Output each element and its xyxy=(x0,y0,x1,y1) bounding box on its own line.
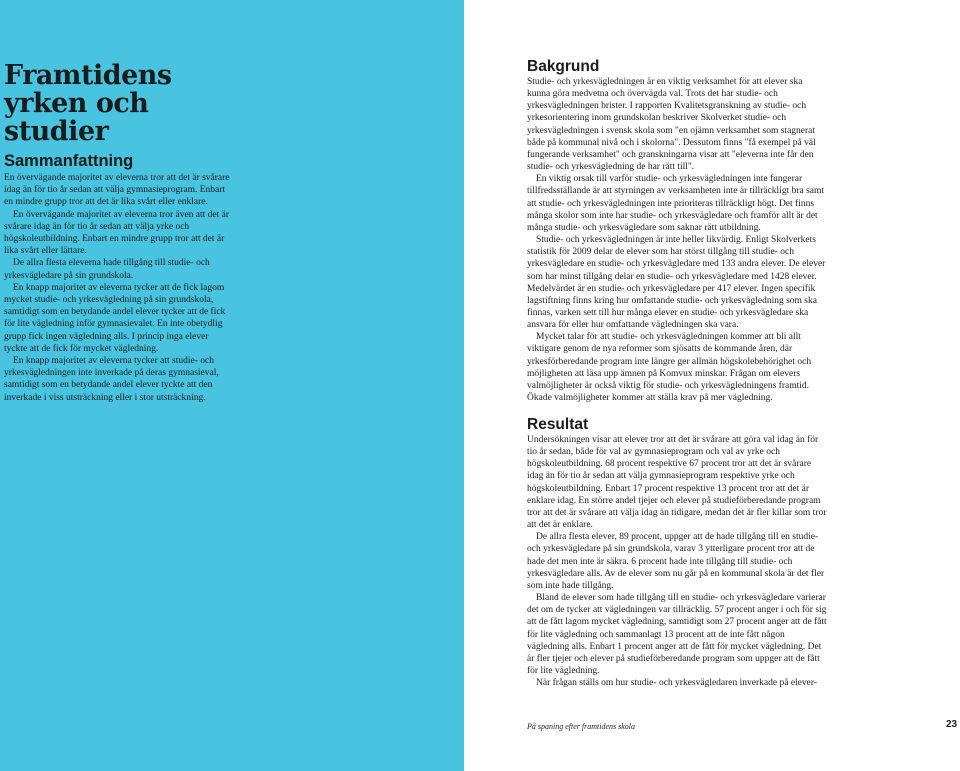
bakgrund-paragraph: Studie- och yrkesvägledningen är inte heller likvärdig. Enligt Skolverkets statistik för 2009 delar de elever som har störst tillgång till studie- och yrkesvägledare en studie- och yrkesvägledare med 133 andra elever. De elever som har minst tillgång delar en studie- och yrkesvägledare med 1428 elever. Medelvärdet är en studie- och yrkesvägledare per 417 elever. Ingen specifik lagstiftning finns kring hur omfattande studie- och yrkesvägledning som ska finnas, varken sett till hur många elever en studie- och yrkesvägledare ska ansvara för eller hur omfattande vägledningen ska vara. xyxy=(527,235,826,331)
summary-paragraph: De allra flesta eleverna hade tillgång till studie- och yrkesvägledare på sin grundskola. xyxy=(4,258,210,281)
resultat-section xyxy=(527,416,827,689)
resultat-paragraph: De allra flesta elever, 89 procent, uppger att de hade tillgång till en studie- och yrkesvägledare på sin grundskola, varav 3 ytterligare procent tror att de hade det men inte är säkra. 6 procent hade inte tillgång till studie- och yrkesvägledare alls. Av de elever som nu går på en kommunal skola är det fler som inte hade tillgång. xyxy=(527,532,825,591)
title-line: yrken och xyxy=(4,88,149,119)
bakgrund-heading: Bakgrund xyxy=(527,58,600,75)
resultat-paragraph: När frågan ställs om hur studie- och yrkesvägledaren inverkade på elever- xyxy=(536,678,817,689)
resultat-heading: Resultat xyxy=(527,416,589,433)
summary-text xyxy=(4,172,232,404)
summary-paragraph: En övervägande majoritet av eleverna tror att det är svårare idag än för tio år sedan att välja gymnasieprogram. Enbart en mindre grupp tror att det är lika svårt eller enklare. xyxy=(4,173,230,208)
title-line: studier xyxy=(4,116,109,147)
bakgrund-paragraph: En viktig orsak till varför studie- och yrkesvägledningen inte fungerar tillfredsställande är att styrningen av verksamheten inte är tillräckligt bra samt att studie- och yrkesvägledningen inte prioriteras tillräckligt högt. Det finns många skolor som inte har studie- och yrkesvägledare och framför allt är det många studie- och yrkesvägledare som saknar rätt utbildning. xyxy=(527,174,825,233)
summary-heading: Sammanfattning xyxy=(4,152,134,170)
resultat-paragraph: Undersökningen visar att elever tror att det är svårare att göra val idag än för tio år sedan, både för val av gymnasieprogram och val av yrke och högskoleutbildning. 68 procent respektive 67 procent tror att det är svårare idag än för tio år sedan att välja gymnasieprogram respektive yrke och högskoleutbildning. Enbart 17 procent respektive 13 procent tror att det är enklare idag. En större andel tjejer och elever på studieförberedande program tror att det är svårare att välja idag än tidigare, medan det är fler killar som tror att det är enklare. xyxy=(527,435,827,531)
footer-publication-title: På spaning efter framtidens skola xyxy=(527,722,635,731)
bakgrund-section xyxy=(527,58,827,404)
summary-paragraph: En övervägande majoritet av eleverna tror även att det är svårare idag än för tio år sedan att välja yrke och högskoleutbildning. Enbart en mindre grupp tror att det är lika svårt eller lättare. xyxy=(4,209,230,257)
bakgrund-paragraph: Mycket talar för att studie- och yrkesvägledningen kommer att bli allt viktigare genom de nya reformer som sjösatts de kommande åren, där yrkesförberedande program inte längre ger allmän högskolebehörighet och möjligheten att läsa upp ämnen på Komvux minskar. Frågan om elevers valmöjligheter är också viktig för studie- och yrkesvägledningens framtid. Ökade valmöjligheter kommer att ställa krav på mer vägledning. xyxy=(527,332,812,404)
resultat-paragraph: Bland de elever som hade tillgång till en studie- och yrkesvägledare varierar det om de tycker att vägledningen var tillräcklig. 57 procent anger i och för sig att de fått lagom mycket vägledning, samtidigt som 27 procent anger att de fått för lite vägledning och sammanlagt 13 procent att de inte fått någon vägledning alls. Enbart 1 procent anger att de fått för mycket vägledning. Det är fler tjejer och elever på studieförberedande program som uppger att de fått för lite vägledning. xyxy=(527,593,827,676)
summary-paragraph: En knapp majoritet av eleverna tycker att de fick lagom mycket studie- och yrkesvägledning på sin grundskola, samtidigt som en betydande andel elever tycker att de fick för lite vägledning inför gymnasievalet. En inte obetydlig grupp fick ingen vägledning alls. I princip inga elever tyckte att de fick för mycket vägledning. xyxy=(4,282,226,354)
bakgrund-paragraph: Studie- och yrkesvägledningen är en viktig verksamhet för att elever ska kunna göra medvetna och övervägda val. Trots det har studie- och yrkesvägledningen brister. I rapporten Kvalitetsgranskning av studie- och yrkesorientering inom grundskolan beskriver Skolverket studie- och yrkesvägledningen i svensk skola som "en ojämn verksamhet som stagnerat både på kommunal nivå och i skolorna". Dessutom finns "få exempel på väl fungerande verksamhet" och granskningarna visar att "eleverna inte får den studie- och yrkesvägledning de har rätt till". xyxy=(527,77,816,173)
page-title xyxy=(4,62,172,146)
page-number: 23 xyxy=(946,719,958,730)
summary-paragraph: En knapp majoritet av eleverna tycker att studie- och yrkesvägledningen inte inverkade på deras gymnasieval, samtidigt som en betydande andel elever tyckte att den inverkade i viss utsträckning eller i stor utsträckning. xyxy=(4,356,219,403)
title-line: Framtidens xyxy=(4,60,172,91)
